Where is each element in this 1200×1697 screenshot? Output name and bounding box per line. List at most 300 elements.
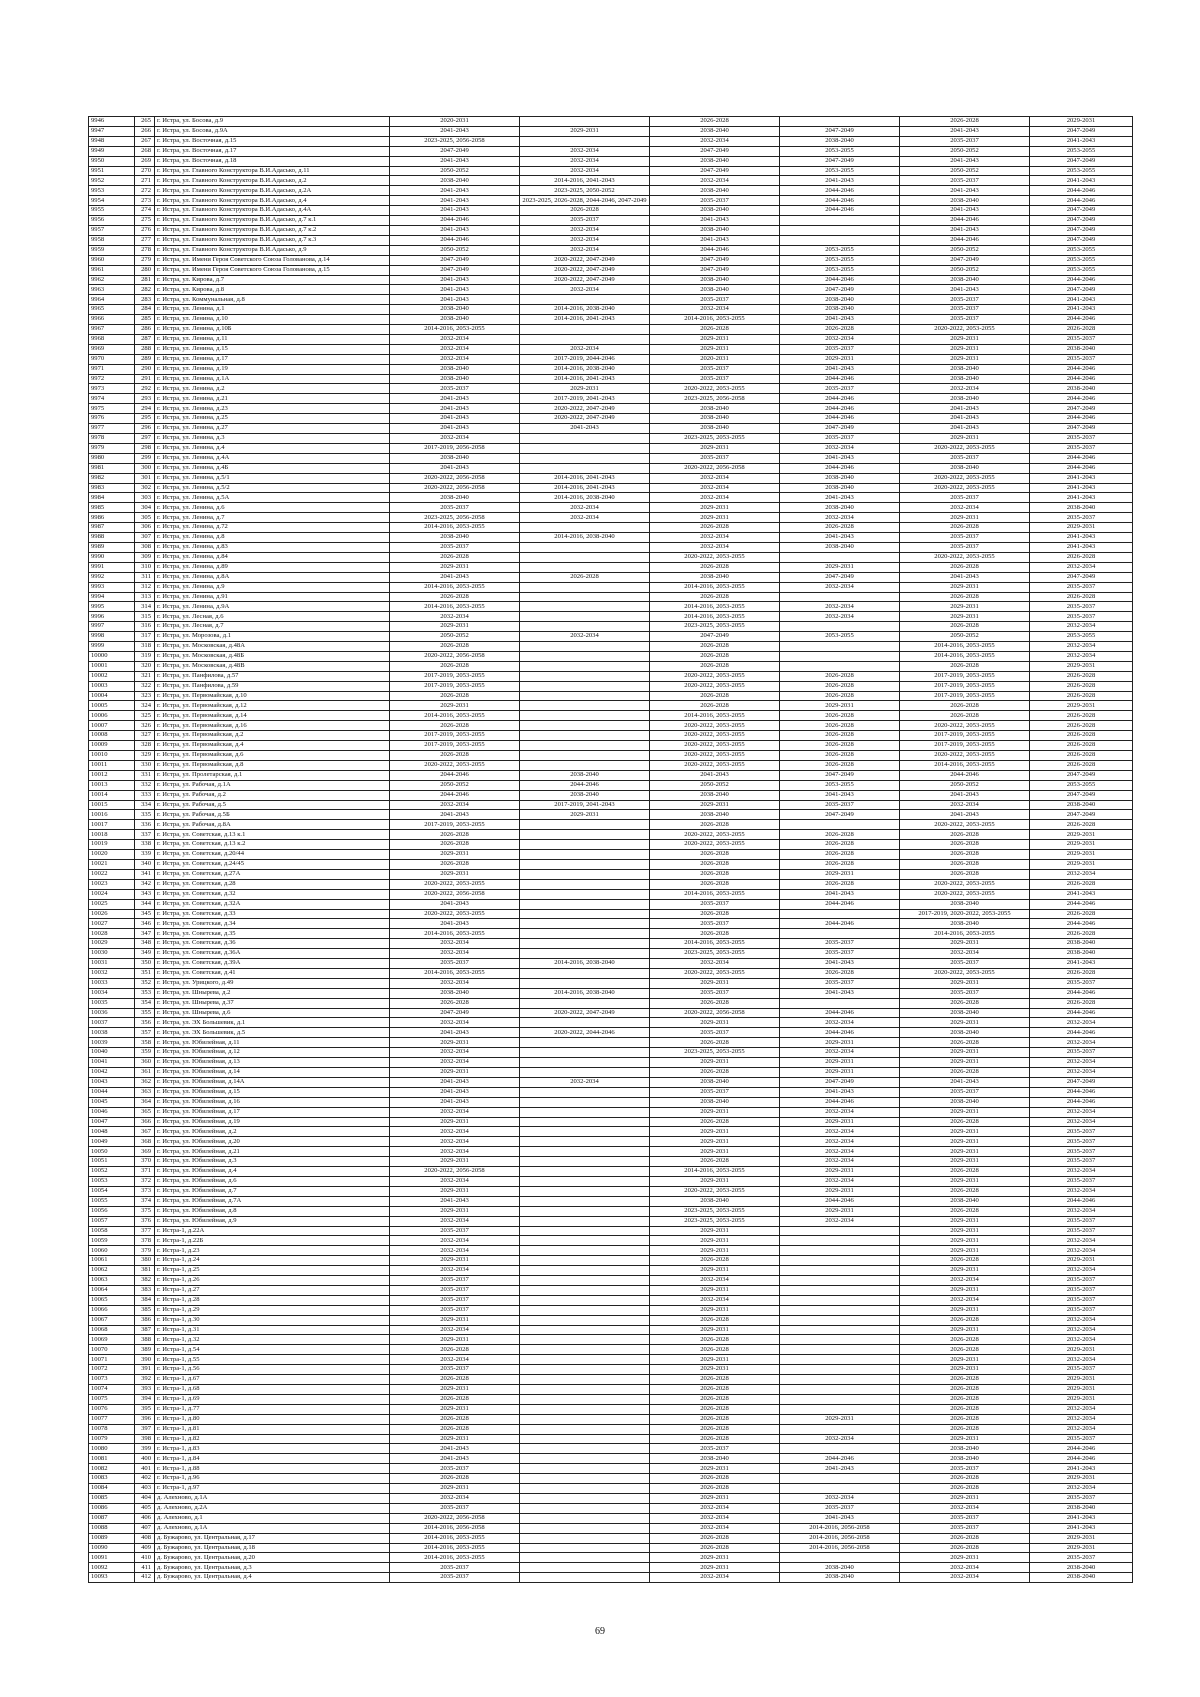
row-number-cell: 324 <box>135 701 155 711</box>
period-cell-5: 2026-2028 <box>900 1533 1030 1543</box>
period-cell-3: 2038-2040 <box>650 285 780 295</box>
row-number-cell: 339 <box>135 850 155 860</box>
row-number-cell: 320 <box>135 661 155 671</box>
period-cell-6: 2038-2040 <box>1030 503 1133 513</box>
row-id-cell: 9991 <box>89 562 135 572</box>
period-cell-6: 2032-2034 <box>1030 869 1133 879</box>
row-number-cell: 365 <box>135 1107 155 1117</box>
address-cell: г. Истра-1, д.97 <box>155 1484 390 1494</box>
table-row <box>89 414 1133 424</box>
period-cell-2 <box>520 721 650 731</box>
row-number-cell: 266 <box>135 126 155 136</box>
address-cell: г. Истра, ул. Советская, д.41 <box>155 968 390 978</box>
period-cell-2 <box>520 612 650 622</box>
period-cell-6: 2029-2031 <box>1030 840 1133 850</box>
period-cell-4: 2044-2046 <box>780 919 900 929</box>
address-cell: г. Истра, ул. Ленина, д.21 <box>155 394 390 404</box>
period-cell-5: 2026-2028 <box>900 1543 1030 1553</box>
row-number-cell: 348 <box>135 939 155 949</box>
period-cell-6: 2041-2043 <box>1030 1513 1133 1523</box>
period-cell-5: 2029-2031 <box>900 1157 1030 1167</box>
table-row <box>89 642 1133 652</box>
table-row <box>89 1305 1133 1315</box>
period-cell-2 <box>520 1315 650 1325</box>
row-id-cell: 9993 <box>89 582 135 592</box>
period-cell-4 <box>780 929 900 939</box>
address-cell: г. Истра-1, д.67 <box>155 1375 390 1385</box>
row-number-cell: 363 <box>135 1087 155 1097</box>
period-cell-6: 2029-2031 <box>1030 1474 1133 1484</box>
period-cell-2 <box>520 1236 650 1246</box>
address-cell: г. Истра, ул. Имени Героя Советского Союза Голованова, д.14 <box>155 255 390 265</box>
period-cell-2: 2014-2016, 2041-2043 <box>520 483 650 493</box>
row-number-cell: 291 <box>135 374 155 384</box>
row-number-cell: 273 <box>135 196 155 206</box>
period-cell-6: 2035-2037 <box>1030 513 1133 523</box>
period-cell-6: 2029-2031 <box>1030 701 1133 711</box>
period-cell-2 <box>520 1137 650 1147</box>
period-cell-5: 2038-2040 <box>900 1196 1030 1206</box>
period-cell-4 <box>780 820 900 830</box>
period-cell-1: 2029-2031 <box>390 1335 520 1345</box>
row-number-cell: 277 <box>135 235 155 245</box>
period-cell-1: 2014-2016, 2056-2058 <box>390 1523 520 1533</box>
table-row <box>89 1068 1133 1078</box>
period-cell-5: 2044-2046 <box>900 770 1030 780</box>
period-cell-3: 2035-2037 <box>650 1087 780 1097</box>
period-cell-2 <box>520 919 650 929</box>
address-cell: г. Истра, ул. Ленина, д.5А <box>155 493 390 503</box>
address-cell: г. Истра, ул. Босова, д.9 <box>155 117 390 127</box>
address-cell: г. Истра, ул. Урицкого, д.49 <box>155 978 390 988</box>
period-cell-4 <box>780 1226 900 1236</box>
period-cell-6: 2032-2034 <box>1030 1335 1133 1345</box>
address-cell: г. Истра, ул. Ленина, д.4 <box>155 443 390 453</box>
period-cell-5: 2020-2022, 2053-2055 <box>900 968 1030 978</box>
table-row <box>89 968 1133 978</box>
table-row <box>89 1434 1133 1444</box>
period-cell-5: 2020-2022, 2053-2055 <box>900 483 1030 493</box>
period-cell-1: 2020-2022, 2056-2058 <box>390 1513 520 1523</box>
period-cell-4: 2044-2046 <box>780 1196 900 1206</box>
period-cell-6: 2041-2043 <box>1030 959 1133 969</box>
period-cell-2: 2014-2016, 2041-2043 <box>520 176 650 186</box>
period-cell-2: 2014-2016, 2038-2040 <box>520 493 650 503</box>
period-cell-6: 2038-2040 <box>1030 1503 1133 1513</box>
period-cell-3: 2038-2040 <box>650 572 780 582</box>
address-cell: г. Истра-1, д.54 <box>155 1345 390 1355</box>
table-row <box>89 1196 1133 1206</box>
table-row <box>89 1028 1133 1038</box>
address-cell: г. Истра, ул. Шнырева, д.37 <box>155 998 390 1008</box>
period-cell-3: 2014-2016, 2053-2055 <box>650 939 780 949</box>
table-row <box>89 602 1133 612</box>
period-cell-2 <box>520 334 650 344</box>
address-cell: г. Истра, ул. Главного Конструктора В.И.Адасько, д.7 к.3 <box>155 235 390 245</box>
period-cell-6: 2026-2028 <box>1030 879 1133 889</box>
period-cell-5: 2032-2034 <box>900 1503 1030 1513</box>
period-cell-4: 2029-2031 <box>780 701 900 711</box>
address-cell: г. Истра, ул. Главного Конструктора В.И.Адасько, д.4А <box>155 206 390 216</box>
period-cell-3: 2029-2031 <box>650 1355 780 1365</box>
period-cell-1: 2041-2043 <box>390 1454 520 1464</box>
address-cell: г. Истра-1, д.56 <box>155 1365 390 1375</box>
period-cell-1: 2026-2028 <box>390 1345 520 1355</box>
period-cell-1: 2041-2043 <box>390 1087 520 1097</box>
period-cell-3: 2032-2034 <box>650 483 780 493</box>
period-cell-4: 2026-2028 <box>780 671 900 681</box>
period-cell-3: 2026-2028 <box>650 929 780 939</box>
table-row <box>89 879 1133 889</box>
period-cell-6: 2044-2046 <box>1030 1444 1133 1454</box>
row-id-cell: 10018 <box>89 830 135 840</box>
period-cell-5: 2029-2031 <box>900 1226 1030 1236</box>
period-cell-2 <box>520 1305 650 1315</box>
period-cell-1: 2041-2043 <box>390 295 520 305</box>
period-cell-2 <box>520 820 650 830</box>
period-cell-2: 2038-2040 <box>520 770 650 780</box>
period-cell-3: 2035-2037 <box>650 988 780 998</box>
period-cell-4: 2032-2034 <box>780 513 900 523</box>
row-id-cell: 10042 <box>89 1068 135 1078</box>
address-cell: г. Истра-1, д.22А <box>155 1226 390 1236</box>
table-row <box>89 800 1133 810</box>
period-cell-4: 2029-2031 <box>780 1058 900 1068</box>
table-row <box>89 384 1133 394</box>
period-cell-1: 2038-2040 <box>390 988 520 998</box>
row-id-cell: 10026 <box>89 909 135 919</box>
period-cell-4 <box>780 642 900 652</box>
period-cell-6: 2041-2043 <box>1030 176 1133 186</box>
period-cell-1: 2026-2028 <box>390 642 520 652</box>
table-row <box>89 473 1133 483</box>
table-row <box>89 711 1133 721</box>
table-row <box>89 1206 1133 1216</box>
period-cell-6: 2035-2037 <box>1030 1127 1133 1137</box>
period-cell-6: 2026-2028 <box>1030 592 1133 602</box>
period-cell-3: 2026-2028 <box>650 651 780 661</box>
period-cell-2 <box>520 1266 650 1276</box>
table-row <box>89 790 1133 800</box>
period-cell-2 <box>520 998 650 1008</box>
address-cell: г. Истра-1, д.69 <box>155 1394 390 1404</box>
period-cell-3: 2014-2016, 2053-2055 <box>650 582 780 592</box>
period-cell-6: 2041-2043 <box>1030 305 1133 315</box>
period-cell-1: 2041-2043 <box>390 206 520 216</box>
row-id-cell: 9961 <box>89 265 135 275</box>
period-cell-1: 2032-2034 <box>390 1236 520 1246</box>
table-row <box>89 206 1133 216</box>
period-cell-5: 2029-2031 <box>900 344 1030 354</box>
table-row <box>89 592 1133 602</box>
row-number-cell: 293 <box>135 394 155 404</box>
table-row <box>89 899 1133 909</box>
row-number-cell: 303 <box>135 493 155 503</box>
period-cell-6: 2032-2034 <box>1030 1107 1133 1117</box>
period-cell-6: 2047-2049 <box>1030 424 1133 434</box>
period-cell-4: 2014-2016, 2056-2058 <box>780 1523 900 1533</box>
period-cell-1: 2017-2019, 2056-2058 <box>390 443 520 453</box>
period-cell-6: 2029-2031 <box>1030 1256 1133 1266</box>
period-cell-3: 2047-2049 <box>650 632 780 642</box>
period-cell-2 <box>520 1295 650 1305</box>
period-cell-3: 2041-2043 <box>650 216 780 226</box>
table-row <box>89 305 1133 315</box>
period-cell-1: 2020-2022, 2056-2058 <box>390 473 520 483</box>
period-cell-4: 2038-2040 <box>780 503 900 513</box>
table-row <box>89 919 1133 929</box>
period-cell-3: 2041-2043 <box>650 770 780 780</box>
period-cell-2: 2023-2025, 2050-2052 <box>520 186 650 196</box>
period-cell-4: 2014-2016, 2056-2058 <box>780 1543 900 1553</box>
row-id-cell: 10066 <box>89 1305 135 1315</box>
row-id-cell: 9979 <box>89 443 135 453</box>
period-cell-1: 2020-2022, 2056-2058 <box>390 1167 520 1177</box>
period-cell-1: 2032-2034 <box>390 1127 520 1137</box>
period-cell-1: 2020-2022, 2056-2058 <box>390 889 520 899</box>
period-cell-4 <box>780 1295 900 1305</box>
period-cell-2: 2032-2034 <box>520 245 650 255</box>
period-cell-4: 2035-2037 <box>780 344 900 354</box>
table-row <box>89 404 1133 414</box>
period-cell-4 <box>780 216 900 226</box>
period-cell-2 <box>520 651 650 661</box>
row-number-cell: 364 <box>135 1097 155 1107</box>
period-cell-4: 2041-2043 <box>780 1087 900 1097</box>
period-cell-1: 2026-2028 <box>390 751 520 761</box>
address-cell: г. Истра, ул. Лесная, д.7 <box>155 622 390 632</box>
period-cell-6: 2026-2028 <box>1030 721 1133 731</box>
period-cell-6: 2026-2028 <box>1030 820 1133 830</box>
period-cell-5: 2038-2040 <box>900 463 1030 473</box>
period-cell-5: 2017-2019, 2053-2055 <box>900 681 1030 691</box>
row-number-cell: 403 <box>135 1484 155 1494</box>
address-cell: д. Алехново, д.1А <box>155 1523 390 1533</box>
table-row <box>89 572 1133 582</box>
period-cell-4: 2029-2031 <box>780 1117 900 1127</box>
period-cell-6: 2026-2028 <box>1030 711 1133 721</box>
period-cell-3: 2032-2034 <box>650 1503 780 1513</box>
row-number-cell: 305 <box>135 513 155 523</box>
period-cell-4: 2029-2031 <box>780 1414 900 1424</box>
period-cell-6: 2026-2028 <box>1030 998 1133 1008</box>
period-cell-1: 2032-2034 <box>390 1176 520 1186</box>
row-id-cell: 10086 <box>89 1503 135 1513</box>
period-cell-6: 2035-2037 <box>1030 354 1133 364</box>
row-number-cell: 406 <box>135 1513 155 1523</box>
period-cell-2: 2032-2034 <box>520 225 650 235</box>
period-cell-3: 2038-2040 <box>650 1454 780 1464</box>
row-id-cell: 10031 <box>89 959 135 969</box>
table-row <box>89 1454 1133 1464</box>
table-row <box>89 1246 1133 1256</box>
address-cell: г. Истра, ул. Панфилова, д.57 <box>155 671 390 681</box>
period-cell-5: 2041-2043 <box>900 414 1030 424</box>
period-cell-1: 2047-2049 <box>390 1008 520 1018</box>
row-id-cell: 9999 <box>89 642 135 652</box>
table-row <box>89 424 1133 434</box>
period-cell-3: 2029-2031 <box>650 1563 780 1573</box>
period-cell-3: 2026-2028 <box>650 1256 780 1266</box>
table-row <box>89 265 1133 275</box>
table-row <box>89 255 1133 265</box>
period-cell-4 <box>780 909 900 919</box>
row-number-cell: 359 <box>135 1048 155 1058</box>
table-row <box>89 1008 1133 1018</box>
period-cell-5: 2041-2043 <box>900 156 1030 166</box>
period-cell-4: 2047-2049 <box>780 156 900 166</box>
address-cell: г. Истра, ул. Первомайская, д.4 <box>155 741 390 751</box>
table-row <box>89 1256 1133 1266</box>
period-cell-1: 2038-2040 <box>390 453 520 463</box>
table-row <box>89 1097 1133 1107</box>
row-number-cell: 325 <box>135 711 155 721</box>
address-cell: г. Истра-1, д.83 <box>155 1444 390 1454</box>
period-cell-1: 2038-2040 <box>390 364 520 374</box>
table-row <box>89 1107 1133 1117</box>
row-number-cell: 394 <box>135 1394 155 1404</box>
period-cell-4: 2044-2046 <box>780 206 900 216</box>
period-cell-3: 2020-2022, 2053-2055 <box>650 760 780 770</box>
period-cell-2 <box>520 552 650 562</box>
row-number-cell: 384 <box>135 1295 155 1305</box>
row-number-cell: 302 <box>135 483 155 493</box>
period-cell-5: 2035-2037 <box>900 988 1030 998</box>
row-id-cell: 10081 <box>89 1454 135 1464</box>
address-cell: г. Истра, ул. Главного Конструктора В.И.Адасько, д.2А <box>155 186 390 196</box>
row-id-cell: 10092 <box>89 1563 135 1573</box>
row-id-cell: 9990 <box>89 552 135 562</box>
address-cell: г. Истра, ул. Восточная, д.15 <box>155 136 390 146</box>
period-cell-4 <box>780 1355 900 1365</box>
period-cell-6: 2035-2037 <box>1030 978 1133 988</box>
period-cell-5: 2041-2043 <box>900 186 1030 196</box>
row-id-cell: 10053 <box>89 1176 135 1186</box>
period-cell-4: 2038-2040 <box>780 473 900 483</box>
period-cell-5: 2029-2031 <box>900 602 1030 612</box>
row-id-cell: 9962 <box>89 275 135 285</box>
period-cell-1: 2035-2037 <box>390 1226 520 1236</box>
period-cell-3: 2026-2028 <box>650 325 780 335</box>
period-cell-5: 2029-2031 <box>900 1285 1030 1295</box>
period-cell-4: 2035-2037 <box>780 434 900 444</box>
period-cell-1: 2020-2031 <box>390 117 520 127</box>
row-number-cell: 346 <box>135 919 155 929</box>
period-cell-6: 2041-2043 <box>1030 542 1133 552</box>
period-cell-1: 2041-2043 <box>390 275 520 285</box>
period-cell-2: 2032-2034 <box>520 503 650 513</box>
period-cell-6: 2032-2034 <box>1030 562 1133 572</box>
period-cell-3: 2047-2049 <box>650 265 780 275</box>
period-cell-2: 2032-2034 <box>520 166 650 176</box>
row-id-cell: 9953 <box>89 186 135 196</box>
period-cell-1: 2041-2043 <box>390 225 520 235</box>
period-cell-1: 2041-2043 <box>390 414 520 424</box>
table-row <box>89 552 1133 562</box>
row-number-cell: 340 <box>135 859 155 869</box>
row-id-cell: 9969 <box>89 344 135 354</box>
row-number-cell: 310 <box>135 562 155 572</box>
period-cell-1: 2026-2028 <box>390 830 520 840</box>
table-row <box>89 533 1133 543</box>
row-number-cell: 323 <box>135 691 155 701</box>
period-cell-1: 2032-2034 <box>390 354 520 364</box>
period-cell-1: 2041-2043 <box>390 156 520 166</box>
address-cell: г. Истра, ул. ЭХ Большевик, д.1 <box>155 1018 390 1028</box>
period-cell-4 <box>780 1424 900 1434</box>
period-cell-2: 2020-2022, 2047-2049 <box>520 255 650 265</box>
period-cell-4 <box>780 235 900 245</box>
period-cell-1: 2014-2016, 2053-2055 <box>390 1543 520 1553</box>
period-cell-3: 2026-2028 <box>650 998 780 1008</box>
period-cell-4 <box>780 117 900 127</box>
period-cell-1: 2032-2034 <box>390 1493 520 1503</box>
row-number-cell: 299 <box>135 453 155 463</box>
period-cell-6: 2047-2049 <box>1030 790 1133 800</box>
period-cell-3: 2026-2028 <box>650 1345 780 1355</box>
period-cell-3: 2032-2034 <box>650 176 780 186</box>
row-number-cell: 321 <box>135 671 155 681</box>
table-row <box>89 661 1133 671</box>
period-cell-2 <box>520 592 650 602</box>
period-cell-5: 2035-2037 <box>900 305 1030 315</box>
period-cell-4: 2026-2028 <box>780 325 900 335</box>
row-number-cell: 284 <box>135 305 155 315</box>
period-cell-1: 2035-2037 <box>390 503 520 513</box>
row-number-cell: 280 <box>135 265 155 275</box>
period-cell-6: 2026-2028 <box>1030 552 1133 562</box>
period-cell-4: 2032-2034 <box>780 1147 900 1157</box>
row-number-cell: 304 <box>135 503 155 513</box>
row-id-cell: 10046 <box>89 1107 135 1117</box>
row-id-cell: 10017 <box>89 820 135 830</box>
table-row <box>89 1147 1133 1157</box>
period-cell-2: 2014-2016, 2038-2040 <box>520 533 650 543</box>
row-id-cell: 9965 <box>89 305 135 315</box>
period-cell-3: 2014-2016, 2053-2055 <box>650 711 780 721</box>
period-cell-5: 2038-2040 <box>900 919 1030 929</box>
period-cell-1: 2041-2043 <box>390 899 520 909</box>
row-number-cell: 345 <box>135 909 155 919</box>
row-number-cell: 314 <box>135 602 155 612</box>
period-cell-6: 2053-2055 <box>1030 632 1133 642</box>
period-cell-4: 2026-2028 <box>780 760 900 770</box>
period-cell-3: 2020-2022, 2053-2055 <box>650 741 780 751</box>
address-cell: г. Истра, ул. Советская, д.20/44 <box>155 850 390 860</box>
row-number-cell: 347 <box>135 929 155 939</box>
period-cell-5: 2029-2031 <box>900 1147 1030 1157</box>
period-cell-4 <box>780 1305 900 1315</box>
table-row <box>89 523 1133 533</box>
row-number-cell: 410 <box>135 1553 155 1563</box>
row-number-cell: 338 <box>135 840 155 850</box>
address-cell: г. Истра, ул. Кирова, д.7 <box>155 275 390 285</box>
period-cell-3: 2029-2031 <box>650 344 780 354</box>
row-number-cell: 265 <box>135 117 155 127</box>
row-id-cell: 10027 <box>89 919 135 929</box>
period-cell-4 <box>780 998 900 1008</box>
period-cell-1: 2035-2037 <box>390 384 520 394</box>
period-cell-1: 2020-2022, 2056-2058 <box>390 651 520 661</box>
row-number-cell: 393 <box>135 1385 155 1395</box>
period-cell-5: 2038-2040 <box>900 374 1030 384</box>
period-cell-1: 2026-2028 <box>390 859 520 869</box>
period-cell-3: 2029-2031 <box>650 1127 780 1137</box>
period-cell-5: 2029-2031 <box>900 1365 1030 1375</box>
address-cell: г. Истра, ул. Юбилейная, д.20 <box>155 1137 390 1147</box>
period-cell-3: 2026-2028 <box>650 909 780 919</box>
period-cell-5: 2026-2028 <box>900 1335 1030 1345</box>
